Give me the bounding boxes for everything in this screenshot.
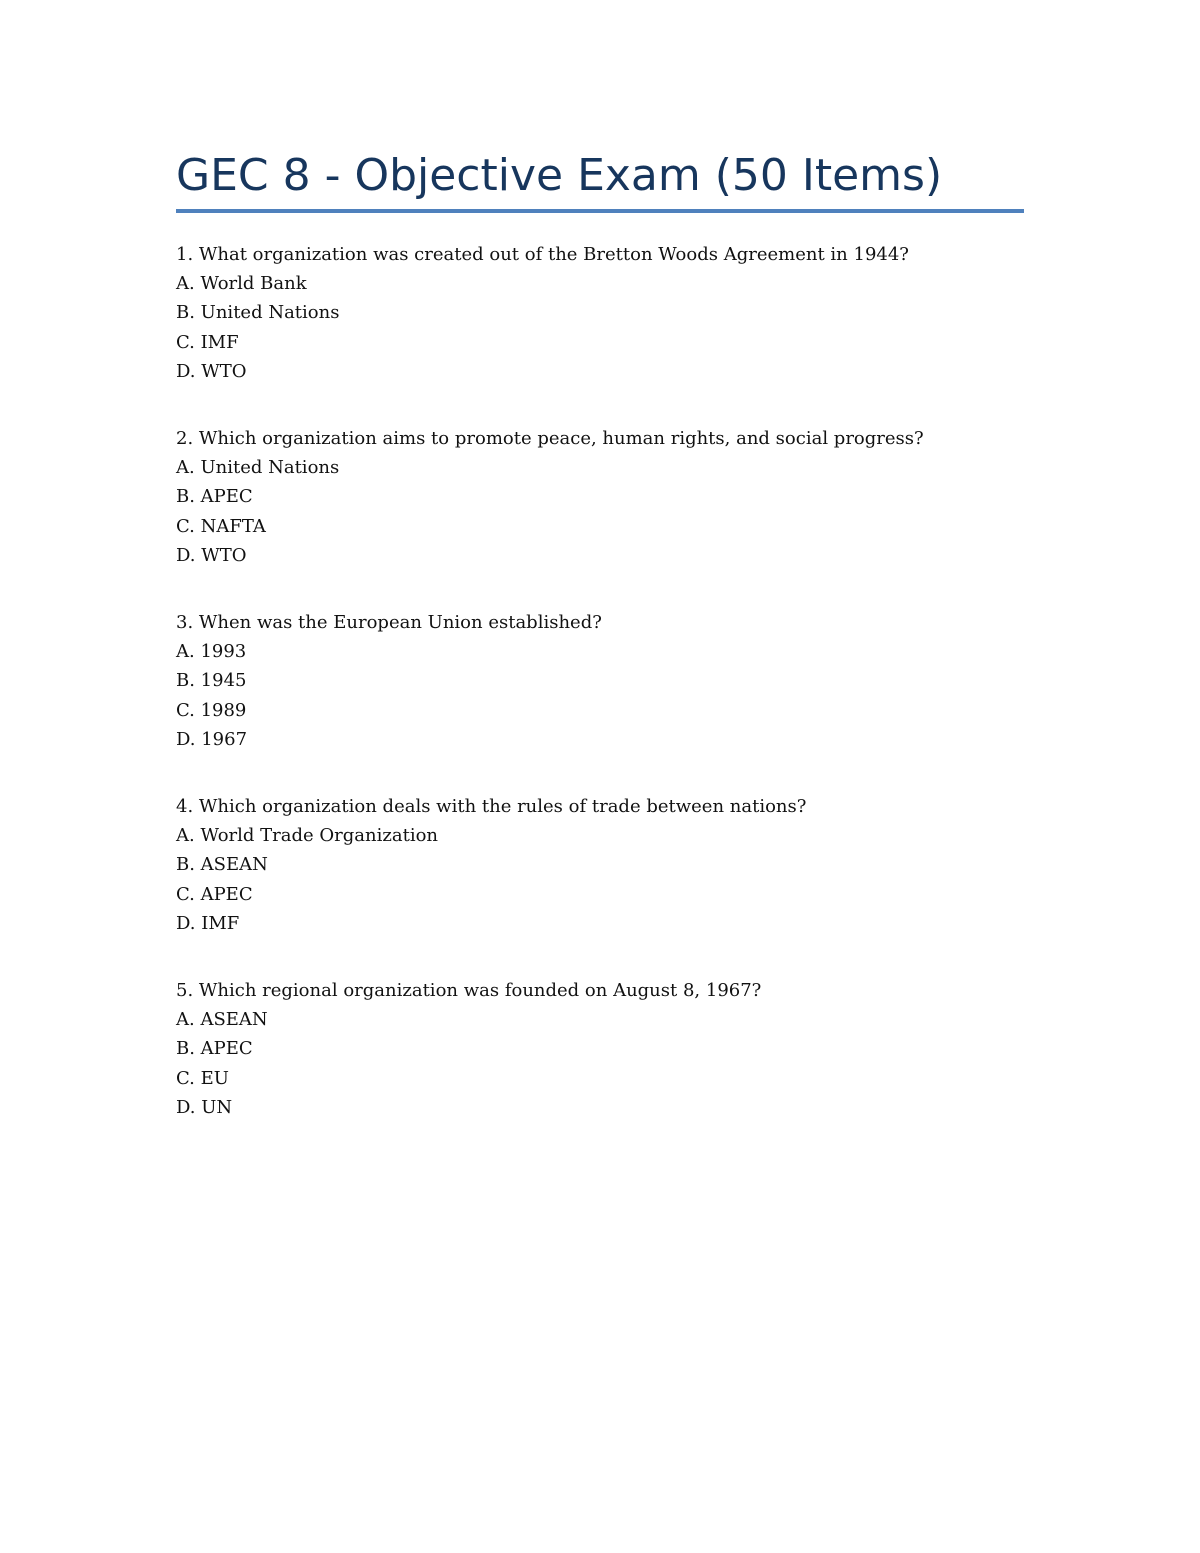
question-block-1 [176,240,1024,386]
answer-option-c: C. 1989 [176,699,247,721]
answer-option-d: D. IMF [176,912,240,934]
question-prompt: 3. When was the European Union established? [176,612,602,634]
answer-option-b: B. APEC [176,1038,253,1060]
question-prompt: 2. Which organization aims to promote peace, human rights, and social progress? [176,428,924,450]
document-title: GEC 8 - Objective Exam (50 Items) [176,150,943,201]
question-prompt: 5. Which regional organization was founded on August 8, 1967? [176,980,762,1002]
question-prompt: 1. What organization was created out of the Bretton Woods Agreement in 1944? [176,244,909,265]
answer-option-d: D. WTO [176,360,247,382]
answer-option-d: D. UN [176,1096,233,1118]
answer-option-a: A. World Trade Organization [176,825,439,847]
answer-option-d: D. 1967 [176,728,248,750]
answer-option-a: A. 1993 [176,641,247,663]
question-block-5 [176,976,1024,1122]
answer-option-c: C. EU [176,1067,229,1089]
answer-option-b: B. APEC [176,486,253,508]
question-block-2 [176,424,1024,570]
answer-option-b: B. United Nations [176,302,340,324]
question-prompt: 4. Which organization deals with the rules of trade between nations? [176,796,807,818]
answer-option-b: B. 1945 [176,670,247,692]
answer-option-c: C. NAFTA [176,515,266,537]
question-block-4 [176,792,1024,938]
answer-option-c: C. APEC [176,883,253,905]
answer-option-b: B. ASEAN [176,854,268,876]
answer-option-d: D. WTO [176,544,247,566]
title-underline [176,209,1024,213]
question-list [176,240,1024,1160]
answer-option-a: A. World Bank [176,273,307,295]
answer-option-c: C. IMF [176,331,239,353]
answer-option-a: A. ASEAN [176,1009,268,1031]
question-block-3 [176,608,1024,754]
answer-option-a: A. United Nations [176,457,340,479]
